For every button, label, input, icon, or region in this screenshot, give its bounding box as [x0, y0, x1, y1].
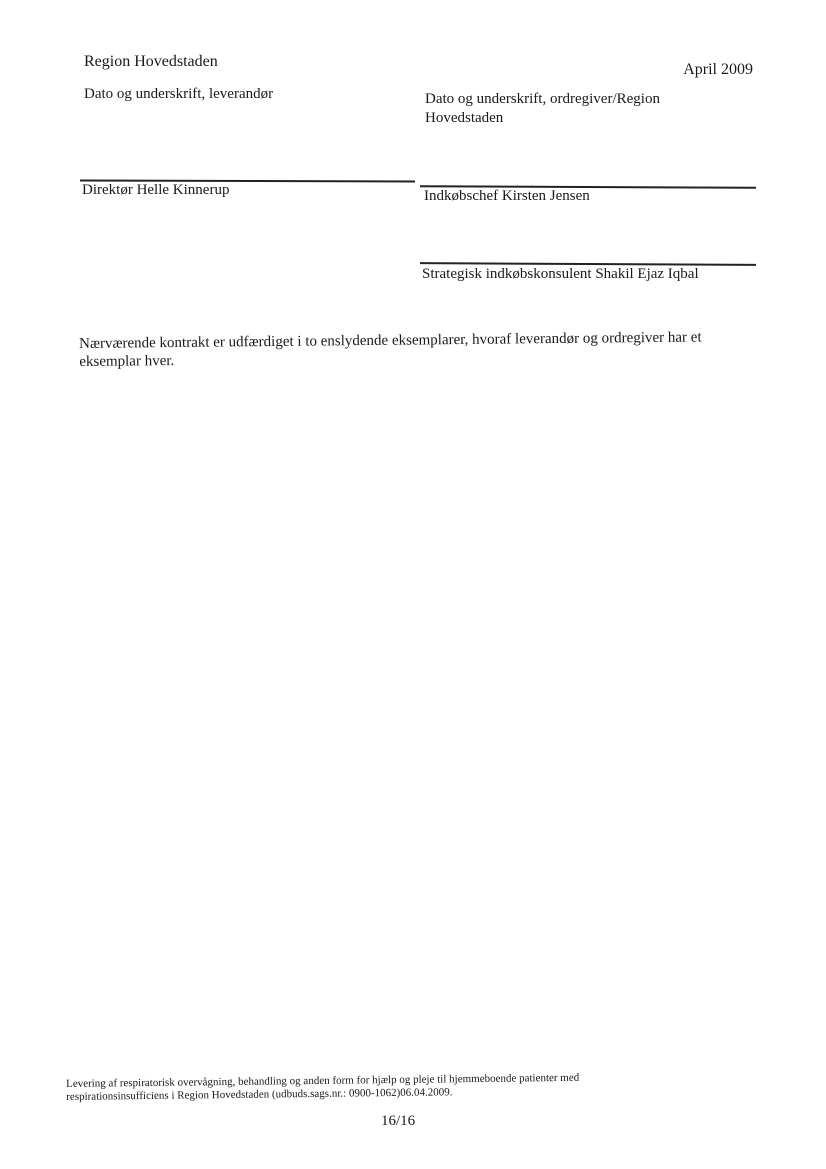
supplier-signature-label: Dato og underskrift, leverandør	[84, 86, 274, 102]
organization-name: Region Hovedstaden	[84, 53, 218, 70]
footer-text: Levering af respiratorisk overvågning, behandling og anden form for hjælp og pleje til hjemmeboende patienter med respirationsinsufficiens i Region Hovedstaden (udbuds.sags.nr.: 0900-1062)06.04.2009.	[66, 1071, 580, 1103]
document-date: April 2009	[683, 61, 753, 78]
buyer-signer-name-2: Strategisk indkøbskonsulent Shakil Ejaz Iqbal	[422, 266, 699, 282]
page-number: 16/16	[381, 1113, 416, 1129]
contract-copies-note: Nærværende kontrakt er udfærdiget i to enslydende eksemplarer, hvoraf leverandør og ordregiver har et eksemplar hver.	[79, 329, 702, 370]
buyer-signer-name-1: Indkøbschef Kirsten Jensen	[424, 188, 590, 204]
buyer-signature-label: Dato og underskrift, ordregiver/Region Hovedstaden	[425, 91, 660, 126]
supplier-signer-name: Direktør Helle Kinnerup	[82, 182, 230, 198]
